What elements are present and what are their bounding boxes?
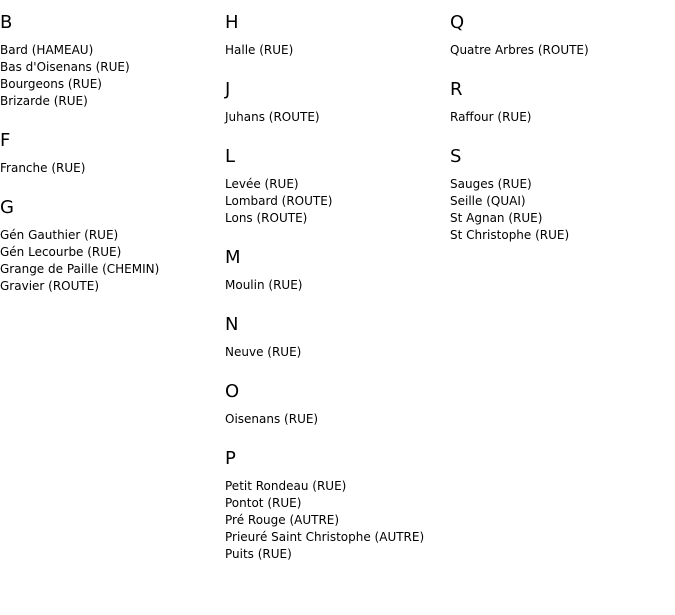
street-link[interactable]: Gén Gauthier (RUE) (0, 228, 119, 242)
letter-heading: M (225, 247, 241, 268)
street-link[interactable]: Moulin (RUE) (225, 278, 303, 292)
letter-heading: J (225, 79, 231, 100)
street-link[interactable]: Gén Lecourbe (RUE) (0, 245, 122, 259)
street-link[interactable]: Bas d'Oisenans (RUE) (0, 60, 130, 74)
street-list (225, 42, 450, 59)
letter-heading: R (450, 79, 463, 100)
street-list (450, 109, 675, 126)
street-list (225, 277, 450, 294)
street-link[interactable]: Lons (ROUTE) (225, 211, 308, 225)
street-link[interactable]: Seille (QUAI) (450, 194, 526, 208)
letter-group-q (450, 12, 675, 59)
letter-group-g (0, 197, 225, 295)
letter-group-n (225, 314, 450, 361)
street-link[interactable]: Pré Rouge (AUTRE) (225, 513, 340, 527)
street-link[interactable]: Prieuré Saint Christophe (AUTRE) (225, 530, 425, 544)
letter-group-f (0, 130, 225, 177)
street-list (450, 176, 675, 244)
street-list (225, 109, 450, 126)
street-link[interactable]: Juhans (ROUTE) (225, 110, 320, 124)
street-link[interactable]: Franche (RUE) (0, 161, 86, 175)
letter-group-p (225, 448, 450, 563)
street-link[interactable]: Gravier (ROUTE) (0, 279, 99, 293)
street-link[interactable]: Bard (HAMEAU) (0, 43, 94, 57)
street-index-column-3 (450, 12, 675, 264)
letter-group-b (0, 12, 225, 110)
street-list (0, 42, 225, 110)
street-index-column-2 (225, 12, 450, 583)
street-index-column-1 (0, 12, 225, 315)
street-link[interactable]: St Christophe (RUE) (450, 228, 570, 242)
street-list (225, 478, 450, 563)
street-link[interactable]: Halle (RUE) (225, 43, 294, 57)
street-link[interactable]: Pontot (RUE) (225, 496, 302, 510)
letter-group-h (225, 12, 450, 59)
letter-heading: F (0, 130, 11, 151)
letter-heading: G (0, 197, 14, 218)
street-list (225, 411, 450, 428)
street-link[interactable]: Brizarde (RUE) (0, 94, 88, 108)
letter-heading: H (225, 12, 239, 33)
street-link[interactable]: Quatre Arbres (ROUTE) (450, 43, 589, 57)
street-link[interactable]: Lombard (ROUTE) (225, 194, 333, 208)
street-list (0, 227, 225, 295)
letter-heading: S (450, 146, 462, 167)
street-link[interactable]: Neuve (RUE) (225, 345, 302, 359)
street-link[interactable]: Puits (RUE) (225, 547, 292, 561)
street-link[interactable]: Levée (RUE) (225, 177, 299, 191)
street-list (450, 42, 675, 59)
street-link[interactable]: Petit Rondeau (RUE) (225, 479, 347, 493)
letter-heading: B (0, 12, 13, 33)
letter-group-m (225, 247, 450, 294)
letter-heading: L (225, 146, 236, 167)
letter-group-s (450, 146, 675, 244)
street-list (225, 344, 450, 361)
letter-heading: P (225, 448, 236, 469)
street-link[interactable]: Grange de Paille (CHEMIN) (0, 262, 160, 276)
street-list (225, 176, 450, 227)
letter-heading: Q (450, 12, 465, 33)
letter-heading: N (225, 314, 239, 335)
letter-group-l (225, 146, 450, 227)
street-link[interactable]: Raffour (RUE) (450, 110, 532, 124)
letter-group-j (225, 79, 450, 126)
letter-group-o (225, 381, 450, 428)
street-link[interactable]: Bourgeons (RUE) (0, 77, 102, 91)
letter-heading: O (225, 381, 240, 402)
street-link[interactable]: Sauges (RUE) (450, 177, 532, 191)
street-link[interactable]: Oisenans (RUE) (225, 412, 319, 426)
street-link[interactable]: St Agnan (RUE) (450, 211, 543, 225)
street-list (0, 160, 225, 177)
letter-group-r (450, 79, 675, 126)
